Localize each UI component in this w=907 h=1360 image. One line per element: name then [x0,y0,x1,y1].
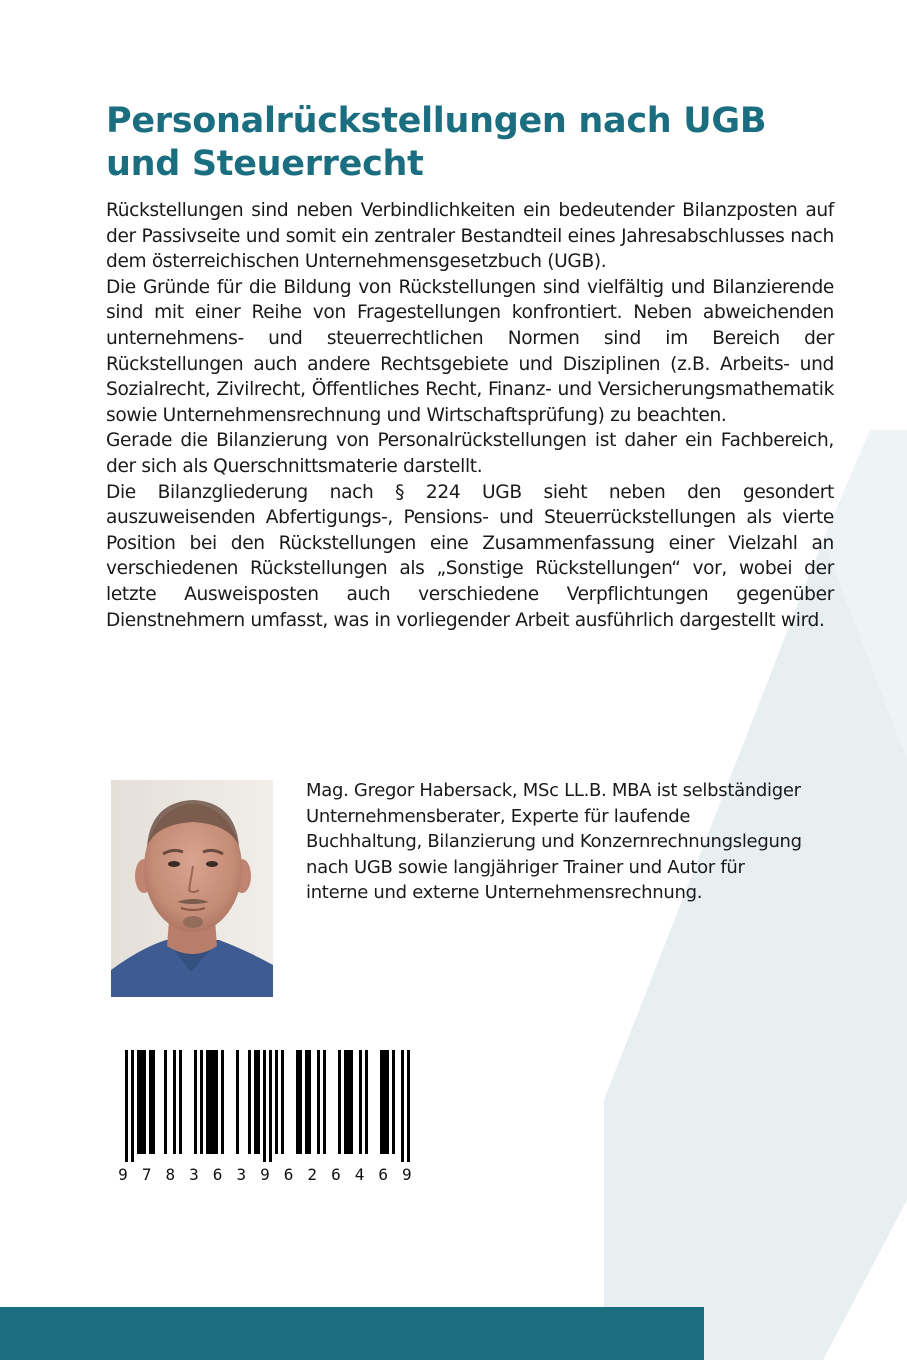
barcode-bar [383,1050,386,1154]
barcode-bar [236,1050,239,1154]
barcode-bar [407,1050,410,1162]
barcode-bar [317,1050,320,1154]
isbn-digit: 3 [189,1165,199,1184]
barcode-bar [323,1050,326,1154]
isbn-digit: 7 [141,1165,152,1184]
barcode-bar [149,1050,152,1154]
isbn-digit: 4 [354,1165,365,1184]
barcode-bar [164,1050,167,1154]
isbn-digit: 9 [118,1165,128,1184]
barcode-bar [380,1050,383,1154]
barcode-bar [308,1050,311,1154]
barcode-bar [254,1050,257,1154]
barcode-bar [338,1050,341,1154]
isbn-digit: 2 [307,1165,318,1184]
isbn-digit: 9 [260,1165,270,1184]
author-photo [111,780,273,997]
blurb-paragraph: Die Gründe für die Bildung von Rückstellungen sind vielfältig und Bilanzierende sind mit einer Reihe von Fragestellungen konfrontiert. Neben abweichenden unternehmens- und steuerrechtlichen Normen sind im Bereich der Rückstellungen auch andere Rechtsgebiete und Disziplinen (z.B. Arbeits- und Sozialrecht, Zivilrecht, Öffentliches Recht, Finanz- und Versicherungsmathematik sowie Unternehmensrechnung und Wirtschaftsprüfung) zu beachten. [106,276,834,426]
barcode-bar [209,1050,212,1154]
barcode-bar [296,1050,299,1154]
barcode-bar [248,1050,251,1154]
isbn-digit: 3 [236,1165,247,1184]
barcode-bar [350,1050,353,1154]
isbn-digit: 6 [212,1165,223,1184]
barcode-bar [143,1050,146,1154]
blurb [106,198,834,633]
barcode-bar [137,1050,140,1154]
barcode-bar [200,1050,203,1154]
book-title: Personalrückstellungen nach UGB und Steuerrecht [106,101,767,184]
barcode-bar [257,1050,260,1154]
barcode-bar [125,1050,128,1162]
barcode-bar [347,1050,350,1154]
barcode-bar [152,1050,155,1154]
isbn-digit: 9 [402,1165,412,1184]
blurb-paragraph: Gerade die Bilanzierung von Personalrückstellungen ist daher ein Fachbereich, der sich als Querschnittsmaterie darstellt. [106,430,834,477]
barcode-bar [263,1050,266,1162]
isbn-digit: 6 [378,1165,389,1184]
barcode-bar [212,1050,215,1154]
isbn-digit: 8 [165,1165,176,1184]
barcode-bar [281,1050,284,1154]
barcode-bar [173,1050,176,1154]
barcode-bar [206,1050,209,1154]
barcode-bar [269,1050,272,1162]
blurb-paragraph: Rückstellungen sind neben Verbindlichkeiten ein bedeutender Bilanzposten auf der Passivseite und somit ein zentraler Bestandteil eines Jahresabschlusses nach dem österreichischen Unternehmensgesetzbuch (UGB). [106,200,834,273]
isbn-number [112,1163,424,1187]
isbn-barcode [112,1036,424,1192]
barcode-bar [359,1050,362,1154]
barcode-bar [275,1050,278,1154]
barcode-bar [215,1050,218,1154]
barcode-bar [140,1050,143,1154]
isbn-digit: 6 [331,1165,341,1184]
barcode-bar [131,1050,134,1162]
barcode-bar [299,1050,302,1154]
barcode-bar [344,1050,347,1154]
barcode-bar [386,1050,389,1154]
barcode-bar [305,1050,308,1154]
barcode-bar [221,1050,224,1154]
isbn-digit: 6 [283,1165,294,1184]
barcode-bar [365,1050,368,1154]
barcode-bar [401,1050,404,1162]
author-bio: Mag. Gregor Habersack, MSc LL.B. MBA ist selbständiger Unternehmensberater, Experte für laufende Buchhaltung, Bilanzierung und Konzernrechnungslegung nach UGB sowie langjähriger Trainer und Autor für interne und externe Unternehmensrechnung. [306,780,802,904]
barcode-bar [194,1050,197,1154]
barcode-bar [392,1050,395,1154]
blurb-paragraph: Die Bilanzgliederung nach § 224 UGB sieht neben den gesondert auszuweisenden Abfertigungs-, Pensions- und Steuerrückstellungen als vierte Position bei den Rückstellungen eine Zusammenfassung einer Vielzahl an verschiedenen Rückstellungen als „Sonstige Rückstellungen“ vor, wobei der letzte Ausweisposten auch verschiedene Verpflichtungen gegenüber Dienstnehmern umfasst, was in vorliegender Arbeit ausführlich dargestellt wird. [106,481,834,631]
barcode-bar [179,1050,182,1154]
